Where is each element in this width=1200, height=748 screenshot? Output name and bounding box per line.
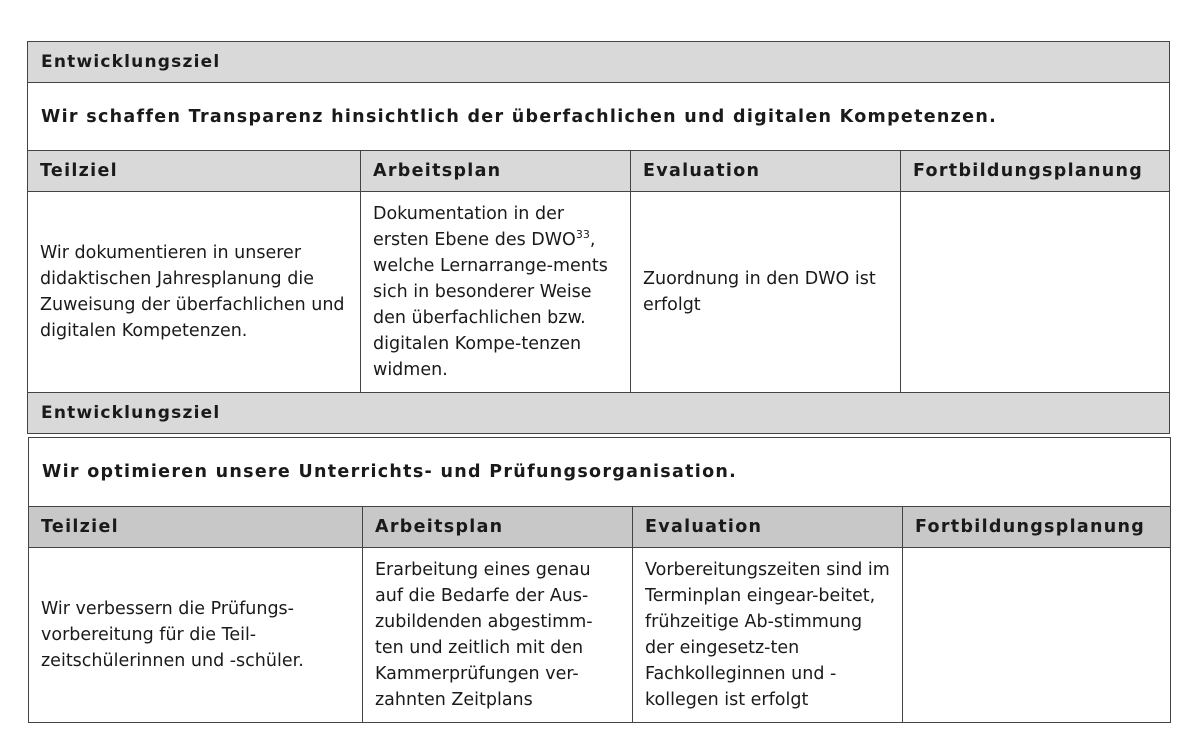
goal-statement: Wir optimieren unsere Unterrichts- und Prüfungsorganisation. (29, 438, 1171, 507)
arbeitsplan-cell: Erarbeitung eines genau auf die Bedarfe der Aus-zubildenden abgestimm-ten und zeitlich mit den Kammerprüfungen ver-zahnten Zeitplans (363, 548, 633, 723)
footnote-marker: 33 (575, 228, 590, 242)
section-heading: Entwicklungsziel (28, 42, 1170, 83)
column-header-teilziel: Teilziel (28, 151, 361, 192)
column-header-teilziel: Teilziel (29, 507, 363, 548)
evaluation-cell: Vorbereitungszeiten sind im Terminplan eingear-beitet, frühzeitige Ab-stimmung der eingesetz-ten Fachkolleginnen und -kollegen ist erfolgt (633, 548, 903, 723)
goal-table-2 (28, 437, 1171, 723)
column-header-arbeitsplan: Arbeitsplan (363, 507, 633, 548)
teilziel-cell: Wir verbessern die Prüfungs-vorbereitung für die Teil-zeitschülerinnen und -schüler. (29, 548, 363, 723)
fortbildung-cell (903, 548, 1171, 723)
goal-statement: Wir schaffen Transparenz hinsichtlich der überfachlichen und digitalen Kompetenzen. (28, 83, 1170, 151)
evaluation-cell: Zuordnung in den DWO ist erfolgt (631, 192, 901, 393)
arbeitsplan-cell (361, 192, 631, 393)
section-heading: Entwicklungsziel (28, 393, 1170, 434)
development-goal-block-2 (28, 437, 1171, 723)
fortbildung-cell (901, 192, 1170, 393)
teilziel-cell: Wir dokumentieren in unserer didaktischen Jahresplanung die Zuweisung der überfachlichen und digitalen Kompetenzen. (28, 192, 361, 393)
column-header-fortbildung: Fortbildungsplanung (901, 151, 1170, 192)
column-header-evaluation: Evaluation (633, 507, 903, 548)
goal-table-1 (27, 41, 1170, 434)
column-header-arbeitsplan: Arbeitsplan (361, 151, 631, 192)
column-header-fortbildung: Fortbildungsplanung (903, 507, 1171, 548)
arbeitsplan-text-end: , welche Lernarrange-ments sich in besonderer Weise den überfachlichen bzw. digitalen Kompe-tenzen widmen. (373, 230, 608, 380)
development-goal-block-1 (27, 41, 1170, 434)
column-header-evaluation: Evaluation (631, 151, 901, 192)
arbeitsplan-text-start: Dokumentation in der ersten Ebene des DWO (373, 204, 576, 250)
